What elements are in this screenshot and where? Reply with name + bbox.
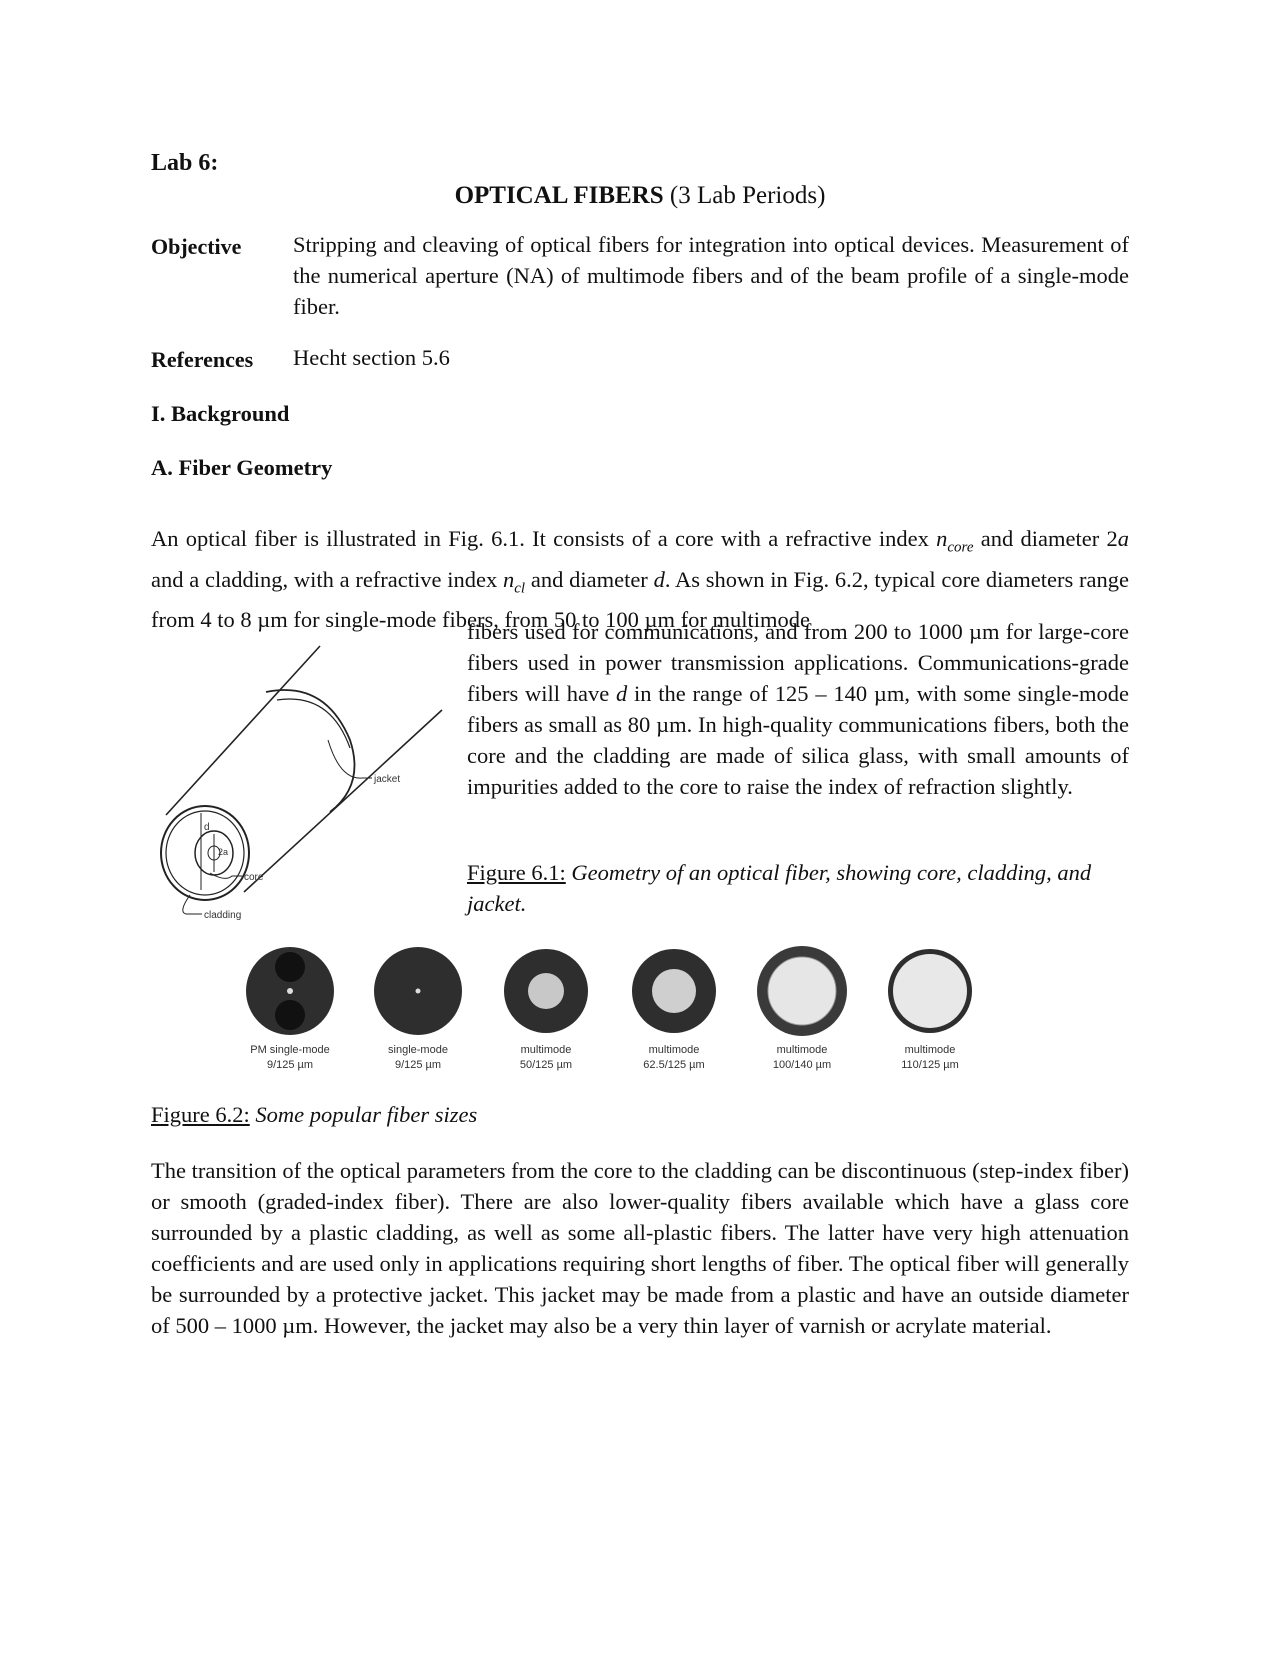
para1-part: and diameter <box>525 566 654 592</box>
title-main: OPTICAL FIBERS <box>454 182 664 209</box>
fiber-multimode-50-125 <box>481 945 611 1073</box>
fiber-multimode-100-140 <box>737 945 867 1073</box>
para1-part: . As shown in Fig. 6.2, typical core diameters range from 4 to 8 µm for single-mode fibers, from 50 to 100 µm for multimode <box>151 566 1130 632</box>
para1-part: and diameter 2 <box>973 526 1118 551</box>
n-core-symbol <box>936 526 974 556</box>
fiber-pm-single-mode <box>225 945 355 1073</box>
fig1-cladding-label: cladding <box>204 910 242 920</box>
fiber-type: multimode <box>520 1044 572 1056</box>
fiber-type: single-mode <box>388 1044 448 1056</box>
figure-6-1-fiber-diagram <box>150 640 450 920</box>
fig1-d-label: d <box>204 822 210 833</box>
para1-part: An optical fiber is illustrated in Fig. 6.1. It consists of a core with a refractive index <box>151 526 937 551</box>
paragraph-fiber-geometry-wrap <box>467 616 1129 802</box>
para1-part: and a cladding, with a refractive index <box>151 566 504 592</box>
n-cl-sub: cl <box>514 580 526 596</box>
paragraph-fiber-types: The transition of the optical parameters from the core to the cladding can be discontinuous (step-index fiber) or smooth (graded-index fiber). There are also lower-quality fibers available which have a glass core surrounded by a plastic cladding, as well as some all-plastic fibers. The latter have very high attenuation coefficients and are used only in applications requiring short lengths of fiber. The optical fiber will generally be surrounded by a protective jacket. This jacket may be made from a plastic and have an outside diameter of 500 – 1000 µm. However, the jacket may also be a very thin layer of varnish or acrylate material. <box>151 1158 1129 1338</box>
fiber-caption <box>353 1043 483 1073</box>
fiber-multimode-100-140-icon <box>756 945 848 1037</box>
lab-label: Lab 6: <box>151 150 219 176</box>
subsection-heading: A. Fiber Geometry <box>151 455 333 480</box>
fiber-multimode-110-125-icon <box>884 945 976 1037</box>
fiber-multimode-50-125-icon <box>500 945 592 1037</box>
fiber-caption <box>481 1043 611 1073</box>
fiber-size: 100/140 µm <box>772 1059 832 1071</box>
figure-6-1-label: Figure 6.1: <box>467 860 566 885</box>
fiber-type: PM single-mode <box>250 1044 330 1056</box>
figure-6-1-caption-text: Geometry of an optical fiber, showing core, cladding, and jacket. <box>467 860 1092 916</box>
fiber-multimode-62-5-125 <box>609 945 739 1073</box>
section-heading: I. Background <box>151 401 290 426</box>
figure-6-2-caption-text: Some popular fiber sizes <box>249 1102 478 1127</box>
fiber-single-mode-icon <box>372 945 464 1037</box>
figure-6-1-caption <box>467 857 1129 919</box>
fiber-caption <box>737 1043 867 1073</box>
d-symbol: d <box>653 566 665 592</box>
fiber-size: 9/125 µm <box>266 1059 314 1071</box>
figure-6-2-caption <box>151 1099 1129 1130</box>
fiber-size: 62.5/125 µm <box>643 1059 705 1071</box>
para1-wrap-part: in the range of 125 – 140 µm, with some single-mode fibers as small as 80 µm. In high-quality communications fibers, both the core and the cladding are made of silica glass, with small amounts of impurities added to the core to raise the index of refraction slightly. <box>467 681 1129 799</box>
fiber-size: 9/125 µm <box>394 1059 442 1071</box>
fiber-single-mode <box>353 945 483 1073</box>
para1-wrap-part: fibers used for communications, and from 200 to 1000 µm for large-core fibers used in power transmission applications. Communications-grade fibers will have <box>467 619 1129 706</box>
page-title <box>0 182 1280 210</box>
fig1-core-label: core <box>244 872 264 883</box>
n-core-sub: core <box>947 539 974 556</box>
fiber-caption <box>225 1043 355 1073</box>
d-symbol: d <box>616 681 628 706</box>
fiber-caption <box>609 1043 739 1073</box>
title-suffix: (3 Lab Periods) <box>663 182 826 209</box>
figure-6-2-label: Figure 6.2: <box>151 1102 250 1127</box>
fig1-jacket-label: jacket <box>374 774 401 785</box>
fiber-size: 110/125 µm <box>901 1059 959 1071</box>
objective-text: Stripping and cleaving of optical fibers for integration into optical devices. Measurement of the numerical aperture (NA) of multimode fibers and of the beam profile of a single-mode fiber. <box>293 232 1129 319</box>
fiber-type: multimode <box>904 1044 956 1056</box>
fiber-type: multimode <box>776 1044 828 1056</box>
references-label: References <box>151 347 254 372</box>
n-cl-n: n <box>503 566 515 592</box>
objective-label: Objective <box>151 234 242 259</box>
figure-6-2-fiber-sizes <box>225 945 1025 1080</box>
fiber-size: 50/125 µm <box>519 1059 573 1071</box>
n-cl-symbol <box>503 566 526 596</box>
fiber-type: multimode <box>648 1044 700 1056</box>
a-symbol: a <box>1117 526 1129 551</box>
fiber-multimode-110-125 <box>865 945 995 1073</box>
fiber-pm-single-mode-icon <box>244 945 336 1037</box>
fiber-caption <box>865 1043 995 1073</box>
fiber-multimode-62-5-125-icon <box>628 945 720 1037</box>
n-core-n: n <box>936 526 948 551</box>
references-text: Hecht section 5.6 <box>293 345 450 370</box>
fig1-2a-label: 2a <box>218 847 229 857</box>
